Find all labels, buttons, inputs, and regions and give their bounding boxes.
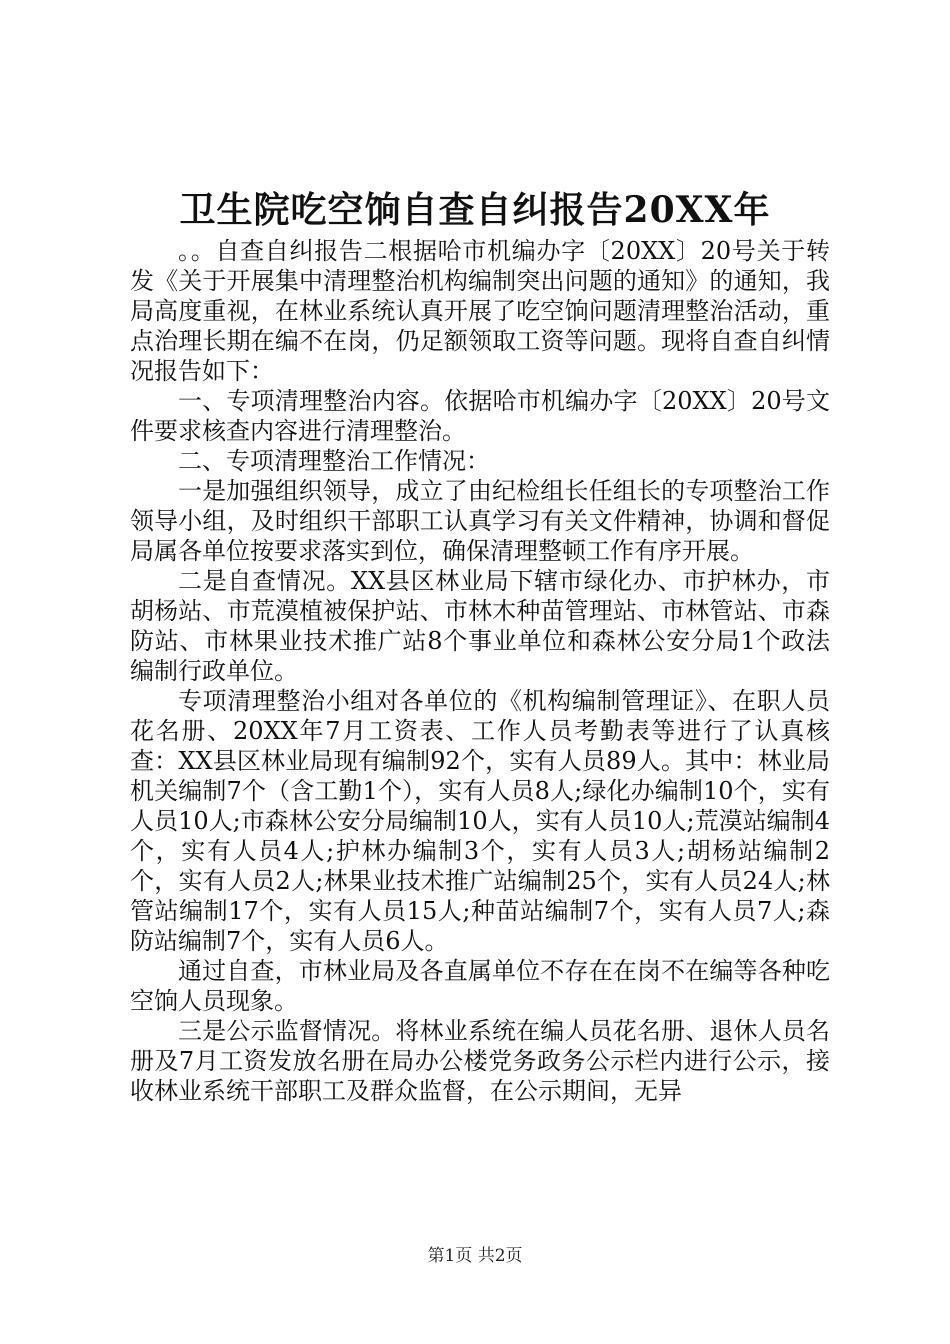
paragraph-conclusion: 通过自查，市林业局及各直属单位不存在在岗不在编等各种吃空饷人员现象。 <box>130 957 830 1015</box>
paragraph-self-check: 二是自查情况。XX县区林业局下辖市绿化办、市护林办，市胡杨站、市荒漠植被保护站、市林木种苗管理站、市林管站、市森防站、市林果业技术推广站8个事业单位和森林公安分局1个政法编制行政单位。 <box>130 567 830 685</box>
paragraph-organization: 一是加强组织领导，成立了由纪检组长任组长的专项整治工作领导小组，及时组织干部职工认真学习有关文件精神，协调和督促局属各单位按要求落实到位，确保清理整顿工作有序开展。 <box>130 477 830 565</box>
page-number: 第1页 共2页 <box>427 1246 523 1266</box>
paragraph-intro: 。。自查自纠报告二根据哈市机编办字〔20XX〕20号关于转发《关于开展集中清理整治机构编制突出问题的通知》的通知，我局高度重视，在林业系统认真开展了吃空饷问题清理整治活动，重点治理长期在编不在岗，仍足额领取工资等问题。现将自查自纠情况报告如下： <box>130 237 830 385</box>
paragraph-verification: 专项清理整治小组对各单位的《机构编制管理证》、在职人员花名册、20XX年7月工资表、工作人员考勤表等进行了认真核查：XX县区林业局现有编制92个，实有人员89人。其中：林业局机关编制7个（含工勤1个），实有人员8人;绿化办编制10个，实有人员10人;市森林公安分局编制10人，实有人员10人;荒漠站编制4个，实有人员4人;护林办编制3个，实有人员3人;胡杨站编制2个，实有人员2人;林果业技术推广站编制25个，实有人员24人;林管站编制17个，实有人员15人;种苗站编制7个，实有人员7人;森防站编制7个，实有人员6人。 <box>130 687 830 955</box>
paragraph-section-two: 二、专项清理整治工作情况： <box>178 447 490 475</box>
paragraph-publicity: 三是公示监督情况。将林业系统在编人员花名册、退休人员名册及7月工资发放名册在局办公楼党务政务公示栏内进行公示，接收林业系统干部职工及群众监督，在公示期间，无异 <box>130 1017 830 1105</box>
document-title: 卫生院吃空饷自查自纠报告20XX年 <box>179 189 771 231</box>
paragraph-section-one: 一、专项清理整治内容。依据哈市机编办字〔20XX〕20号文件要求核查内容进行清理整治。 <box>130 387 830 445</box>
document-body <box>130 236 830 1106</box>
